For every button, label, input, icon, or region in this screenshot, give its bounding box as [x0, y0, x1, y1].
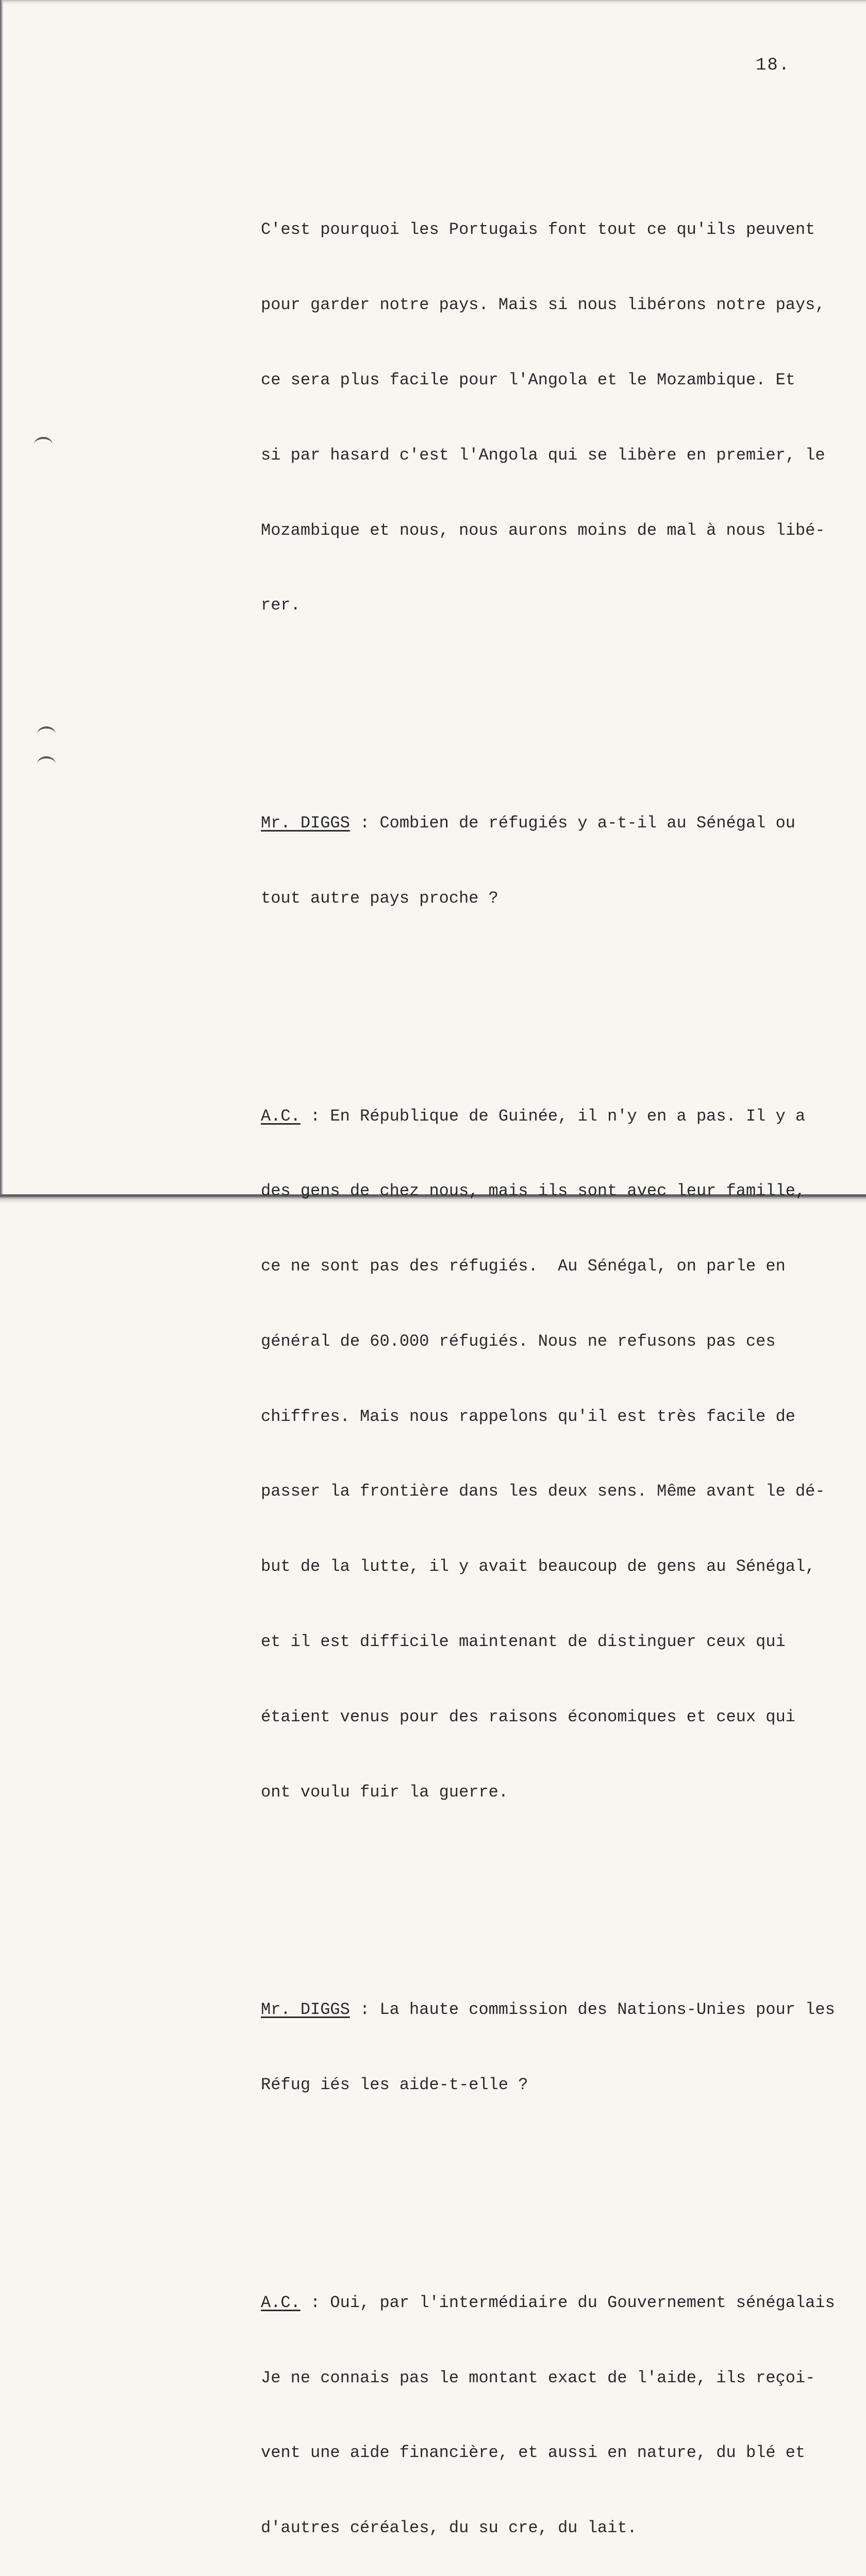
text-line: Réfug iés les aide-t-elle ? — [261, 2075, 528, 2095]
line-text: : La haute commission des Nations-Unies pour les — [349, 2000, 835, 2020]
dialogue-paragraph — [261, 2241, 854, 2576]
text-line — [261, 1997, 854, 2023]
text-line: ont voulu fuir la guerre. — [261, 1782, 509, 1802]
left-page-edge — [0, 0, 3, 1204]
text-line: pour garder notre pays. Mais si nous libérons notre pays, — [261, 295, 825, 315]
text-line: vent une aide financière, et aussi en nature, du blé et — [261, 2443, 806, 2463]
text-line: rer. — [261, 596, 301, 615]
text-line: chiffres. Mais nous rappelons qu'il est très facile de — [261, 1406, 795, 1426]
line-text: : Combien de réfugiés y a-t-il au Sénégal ou — [349, 814, 795, 833]
paragraph — [261, 167, 854, 668]
speaker-label: A.C. — [261, 1106, 301, 1126]
punch-hole-mark — [34, 437, 53, 452]
text-line — [261, 2291, 854, 2316]
speaker-label: A.C. — [261, 2293, 301, 2312]
text-line: et il est difficile maintenant de distinguer ceux qui — [261, 1632, 786, 1652]
text-line: tout autre pays proche ? — [261, 888, 498, 908]
speaker-label: Mr. DIGGS — [261, 814, 350, 833]
dialogue-paragraph — [261, 761, 854, 961]
page-number: 18. — [756, 56, 791, 75]
punch-hole-mark — [37, 726, 56, 742]
text-line: Mozambique et nous, nous aurons moins de mal à nous libé- — [261, 520, 825, 540]
punch-hole-mark — [37, 756, 56, 772]
text-line: des gens de chez nous, mais ils sont avec leur famille, — [261, 1181, 806, 1201]
text-line: si par hasard c'est l'Angola qui se libère en premier, le — [261, 445, 825, 465]
text-line: d'autres céréales, du su cre, du lait. — [261, 2518, 637, 2538]
text-line — [261, 1104, 854, 1129]
speaker-label: Mr. DIGGS — [261, 2000, 350, 2020]
text-line: Je ne connais pas le montant exact de l'aide, ils reçoi- — [261, 2368, 815, 2387]
top-page-edge — [0, 0, 866, 4]
line-text: : En République de Guinée, il n'y en a pas. Il y a — [300, 1106, 806, 1126]
text-line: C'est pourquoi les Portugais font tout ce qu'ils peuvent — [261, 220, 815, 240]
line-text: : Oui, par l'intermédiaire du Gouvernement sénégalais — [300, 2293, 835, 2312]
text-line: ce ne sont pas des réfugiés. Au Sénégal, on parle en — [261, 1257, 786, 1276]
dialogue-paragraph — [261, 1947, 854, 2148]
text-line: passer la frontière dans les deux sens. Même avant le dé- — [261, 1482, 825, 1501]
text-line — [261, 811, 854, 836]
dialogue-paragraph — [261, 1054, 854, 1855]
text-line: ce sera plus facile pour l'Angola et le Mozambique. Et — [261, 370, 795, 389]
text-line: général de 60.000 réfugiés. Nous ne refusons pas ces — [261, 1331, 776, 1351]
text-line: étaient venus pour des raisons économiques et ceux qui — [261, 1707, 795, 1726]
typed-body-text — [261, 117, 854, 2576]
text-line: but de la lutte, il y avait beaucoup de gens au Sénégal, — [261, 1557, 815, 1577]
